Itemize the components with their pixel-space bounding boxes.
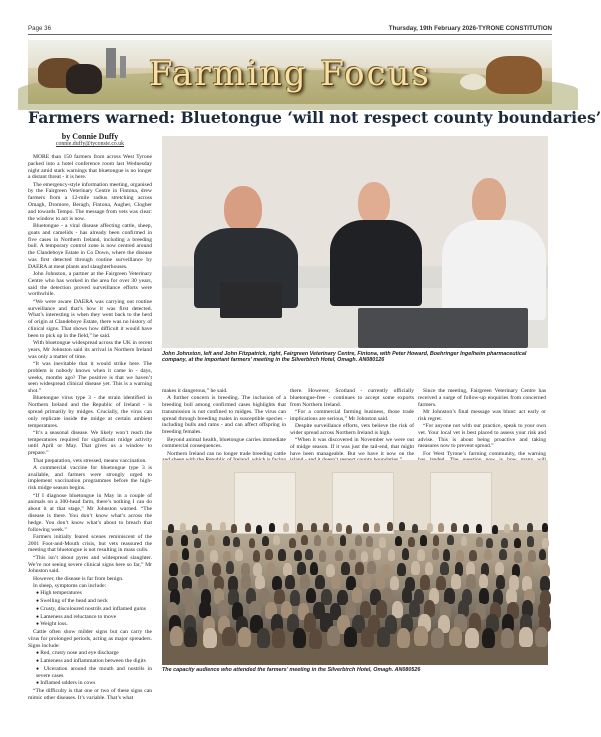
- paragraph: However, the disease is far from benign.: [33, 575, 124, 582]
- laptop: [220, 282, 282, 318]
- sheep-symptom-list: [28, 590, 152, 629]
- paragraph: “The difficulty is that one or two of these signs can mimic other diseases. It’s variable. That’s what: [28, 688, 152, 701]
- audience-member: [427, 523, 433, 532]
- audience-member: [499, 549, 507, 561]
- audience-member: [482, 628, 495, 648]
- audience-member: [527, 523, 533, 532]
- audience-member: [395, 536, 402, 546]
- audience-member: [290, 590, 301, 606]
- audience-member: [387, 522, 393, 531]
- paragraph: That preparation, vets stressed, means vaccination.: [33, 457, 147, 464]
- audience-member: [344, 627, 357, 647]
- audience-member: [226, 561, 235, 574]
- audience-member: [382, 564, 391, 577]
- audience-member: [476, 537, 483, 547]
- paragraph: Mr Johnston’s final message was blunt: act early or risk regret.: [418, 408, 546, 422]
- paragraph: Despite surveillance efforts, vets believe the risk of wider spread across Northern Ireland is high.: [290, 422, 414, 436]
- audience-member: [283, 523, 289, 532]
- photo-audience: [162, 460, 548, 665]
- audience-member: [272, 576, 282, 590]
- audience-member: [181, 535, 188, 545]
- audience-member: [206, 523, 212, 532]
- audience-member: [289, 538, 296, 548]
- paragraph: A commercial vaccine for bluetongue type 3 is available, and farmers were strongly urged to implement vaccination programmes before the high-risk midge season begins.: [28, 464, 152, 492]
- person-body: [442, 220, 546, 320]
- paragraph: “It was inevitable that it would strike here. The problem is nobody knows when it came in - days, weeks, months ago? The positive is that we haven’t seen widespread clinical disease yet. This is a warning shot.”: [28, 360, 152, 395]
- audience-member: [431, 628, 444, 648]
- audience-member: [331, 575, 341, 589]
- audience-member: [449, 627, 462, 647]
- audience-member: [514, 538, 521, 548]
- audience-member: [184, 627, 197, 647]
- audience-member: [486, 538, 493, 548]
- audience-member: [527, 536, 534, 546]
- audience-member: [192, 525, 198, 534]
- paragraph: Since the meeting, Fairgreen Veterinary Centre has received a surge of follow-up enquiries from concerned farmers.: [418, 388, 546, 408]
- audience-member: [311, 523, 317, 532]
- article-column-c: [418, 388, 546, 457]
- audience-member: [166, 536, 173, 546]
- photo-caption: The capacity audience who attended the farmers’ meeting in the Silverbirch Hotel, Omagh. AN080526: [162, 667, 421, 673]
- audience-member: [253, 563, 262, 576]
- audience-member: [438, 523, 444, 532]
- audience-member: [513, 523, 519, 532]
- audience-member: [335, 550, 343, 562]
- audience-member: [496, 575, 506, 589]
- audience-member: [340, 535, 347, 545]
- article-column-b: [290, 388, 414, 457]
- paragraph: Beyond animal health, bluetongue carries immediate commercial consequences.: [162, 436, 286, 450]
- audience-member: [222, 627, 235, 647]
- audience-member: [425, 562, 434, 575]
- audience-member: [355, 535, 362, 545]
- audience-member: [461, 536, 468, 546]
- audience-member: [484, 549, 492, 561]
- audience-member: [519, 627, 532, 647]
- list-item: ● Swelling of the head and neck: [36, 598, 152, 606]
- list-item: ● Lameness and reluctance to move: [36, 614, 152, 622]
- audience-member: [539, 549, 547, 561]
- paragraph: “It’s a seasonal disease. We likely won’t reach the temperatures required for significant midge activity until April or May. That gives us a window to prepare.”: [28, 429, 152, 457]
- list-item: ● Inflamed udders in cows: [36, 680, 152, 688]
- person-head: [472, 178, 506, 224]
- audience-member: [341, 562, 350, 575]
- audience-member: [180, 523, 186, 532]
- audience-member: [297, 562, 306, 575]
- audience-member: [355, 562, 364, 575]
- audience-member: [223, 536, 230, 546]
- audience-member: [323, 523, 329, 532]
- audience-member: [346, 525, 352, 534]
- paragraph: MORE than 150 farmers from across West Tyrone packed into a hotel conference room last Wednesday night amid stark warnings that bluetongue is no longer a distant threat - it is here.: [28, 154, 152, 181]
- audience-member: [300, 574, 310, 588]
- audience-member: [297, 523, 303, 532]
- audience-member: [278, 549, 286, 561]
- audience-member: [362, 575, 372, 589]
- issue-date: Thursday, 19th February 2026-TYRONE CONSTITUTION: [388, 25, 552, 32]
- audience-member: [273, 535, 280, 545]
- audience-member: [181, 562, 190, 575]
- audience-member: [379, 537, 386, 547]
- audience-member: [249, 538, 256, 548]
- audience-member: [319, 550, 327, 562]
- article-headline: Farmers warned: Bluetongue ‘will not respect county boundaries’: [28, 108, 601, 127]
- audience-member: [492, 525, 498, 534]
- paragraph: For West Tyrone’s farming community, the warning: [423, 450, 546, 457]
- paragraph: Cattle often show milder signs but can carry the virus for prolonged periods, acting as major spreaders. Signs include:: [28, 629, 152, 649]
- audience-member: [212, 563, 221, 576]
- audience-member: [194, 538, 201, 548]
- audience-member: [479, 574, 489, 588]
- list-item: ● Weight loss.: [36, 621, 152, 629]
- author-email-link[interactable]: connie.duffy@tyconsie.co.uk: [55, 141, 125, 147]
- audience-member: [336, 523, 342, 532]
- audience-member: [301, 535, 308, 545]
- audience-member: [451, 523, 457, 532]
- audience-member: [262, 536, 269, 546]
- audience-member: [376, 600, 387, 617]
- audience-member: [293, 628, 306, 648]
- audience-member: [256, 525, 262, 534]
- article-column-a: [162, 388, 286, 457]
- audience-member: [170, 550, 178, 562]
- paragraph: makes it dangerous,” he said.: [162, 388, 228, 394]
- byline: [28, 132, 152, 147]
- person-head: [358, 182, 390, 224]
- author-name: by Connie Duffy: [61, 132, 119, 141]
- audience-member: [198, 575, 208, 589]
- audience-member: [327, 536, 334, 546]
- page-number: Page 36: [28, 25, 52, 32]
- banner-title: Farming Focus: [149, 54, 431, 94]
- audience-member: [376, 575, 386, 589]
- running-head: [28, 22, 552, 35]
- paragraph: With bluetongue widespread across the UK in recent years, Mr Johnston said its arrival in Northern Ireland was only a matter of time.: [28, 340, 152, 360]
- audience-member: [440, 562, 449, 575]
- paragraph: “When it was discovered in November we were out of midge season. If it was just the tail-end, that might have been manageable. But we have it now on the: [290, 437, 414, 457]
- audience-member: [495, 562, 504, 575]
- audience-member: [241, 574, 251, 588]
- paragraph: “We were aware DAERA was carrying out routine surveillance and that’s how it was first detected. What’s interesting is when they went back to the herd of origin at Clandeboye Estate, there was no history of clinical signs. That shows how difficult it would have been to pick up in the field,” he said.: [28, 298, 152, 339]
- person-body: [330, 220, 422, 306]
- audience-member: [397, 563, 406, 576]
- audience-member: [169, 563, 178, 576]
- audience-member: [352, 587, 363, 603]
- audience-member: [469, 550, 477, 562]
- audience-member: [363, 523, 369, 532]
- cattle-symptom-list: [28, 650, 152, 688]
- paragraph: “For anyone not with our practice, speak to your own vet. Your local vet is best placed to assess your risk and advise. This is about being proactive and taking measures now to prevent spread.”: [418, 422, 546, 450]
- audience-member: [451, 574, 461, 588]
- audience-member: [479, 588, 490, 604]
- audience-member: [210, 550, 218, 562]
- paragraph: In sheep, symptoms can include:: [33, 582, 107, 589]
- audience-member: [306, 588, 317, 604]
- list-item: ● Crusty, discoloured nostrils and inflamed gums: [36, 606, 152, 614]
- audience-member: [235, 549, 243, 561]
- audience-member: [542, 538, 549, 548]
- audience-member: [245, 523, 251, 532]
- article-column-left: [28, 154, 152, 736]
- audience-member: [283, 563, 292, 576]
- audience-member: [390, 576, 400, 590]
- audience-member: [327, 626, 340, 646]
- audience-member: [373, 548, 381, 560]
- audience-member: [524, 561, 533, 574]
- list-item: ● Ulceration around the mouth and nostrils in severe cases: [36, 666, 152, 681]
- audience-member: [443, 549, 451, 561]
- list-item: ● High temperatures: [36, 590, 152, 598]
- audience-member: [514, 551, 522, 563]
- paragraph: “If I diagnose bluetongue in May in a couple of animals on a 300-head farm, there’s nothing I can do about it at that stage,” Mr Johnston warned. “The disease is there. You don’t know what’s across the hedge. You don’t know what’s about to breach that following week.”: [28, 492, 152, 533]
- audience-member: [408, 537, 415, 547]
- audience-member: [196, 550, 204, 562]
- photo-vets-at-table: [162, 136, 548, 348]
- audience-member: [315, 575, 325, 589]
- audience-member: [170, 626, 183, 646]
- audience-member: [255, 575, 265, 589]
- list-item: ● Lameness and inflammation between the digits: [36, 658, 152, 666]
- audience-member: [476, 524, 482, 533]
- audience-member: [501, 628, 514, 648]
- audience-member: [309, 629, 322, 649]
- paragraph: The emergency-style information meeting, organised by the Fairgreen Veterinary Centre in Fintona, drew farmers from a 12-mile radius stretching across Omagh, Dromore, Beragh, Fintona, Augher, Clogher and towards Tempo. The message from vets was clear: the window to act is now.: [28, 181, 152, 222]
- photo-caption: John Johnston, left and John Fitzpatrick, right, Fairgreen Veterinary Centre, Fintona, with Peter Howard, Boehringer Ingelheim pharmaceutical company, at the important farmers’ meeting in the Silverbirch Hotel, Omagh. AN080126: [162, 351, 527, 364]
- audience-member: [231, 524, 237, 533]
- audience-member: [377, 627, 390, 647]
- audience-member: [417, 549, 425, 561]
- audience-member: [314, 535, 321, 545]
- audience-member: [447, 535, 454, 545]
- section-banner: [28, 40, 552, 104]
- audience-member: [414, 626, 427, 646]
- audience-member: [402, 548, 410, 560]
- audience-member: [272, 628, 285, 648]
- audience-member: [310, 562, 319, 575]
- paragraph: “This isn’t about pyres and widespread slaughter. We’re not seeing severe clinical signs here so far,” Mr Johnston said.: [28, 554, 152, 575]
- paragraph: Bluetongue - a viral disease affecting cattle, sheep, goats and camelids - has already been confirmed in five cases in Northern Ireland, including a breeding bull. A temporary control zone is now centred around the Clandeboye Estate in Co Down, where the disease was first detected through routine surveillance by DAERA at meat plants and slaughterhouses.: [28, 222, 152, 270]
- audience-member: [374, 523, 380, 532]
- audience-member: [228, 576, 238, 590]
- person-head: [224, 186, 262, 232]
- audience-member: [220, 522, 226, 531]
- audience-member: [399, 522, 405, 531]
- audience-member: [168, 524, 174, 533]
- audience-member: [253, 550, 261, 562]
- paragraph: John Johnston, a partner at the Fairgreen Veterinary Centre who has worked in the area for over 30 years, said the detection proved surveillance efforts were worthwhile.: [28, 271, 152, 298]
- paragraph: Bluetongue virus type 3 - the strain identified in Northern Ireland and the Republic of Ireland - is spread primarily by midges. Crucially, the virus can only replicate inside the midge at certain ambient temperatures.: [28, 395, 152, 429]
- audience-member: [361, 627, 374, 647]
- audience-member: [540, 576, 550, 590]
- audience-member: [361, 551, 369, 563]
- audience-member: [349, 549, 357, 561]
- audience-member: [233, 537, 240, 547]
- audience-member: [411, 561, 420, 574]
- audience-member: [397, 628, 410, 648]
- audience-member: [208, 535, 215, 545]
- audience-member: [238, 627, 251, 647]
- paragraph: Farmers initially feared scenes reminiscent of the 2001 Foot-and-Mouth crisis, but vets reassured the meeting that bluetongue is not resulting in mass culls.: [28, 533, 152, 554]
- audience-member: [420, 535, 427, 545]
- audience-member: [367, 561, 376, 574]
- paragraph: Northern Ireland can no longer trade breeding cattle: [167, 450, 286, 457]
- audience-member: [267, 562, 276, 575]
- audience-member: [269, 523, 275, 532]
- laptop: [358, 308, 528, 348]
- audience-member: [433, 535, 440, 545]
- audience-member: [466, 574, 476, 588]
- paragraph: “For a commercial farming business, those trade implications are serious,” Mr Johnston said.: [290, 408, 414, 422]
- audience-member: [463, 524, 469, 533]
- audience-member: [542, 564, 551, 577]
- audience-member: [456, 550, 464, 562]
- audience-member: [305, 549, 313, 561]
- audience-member: [542, 523, 548, 532]
- audience-member: [182, 548, 190, 560]
- audience-member: [294, 550, 302, 562]
- audience-member: [257, 628, 270, 648]
- audience-member: [203, 628, 216, 648]
- audience-member: [285, 575, 295, 589]
- audience-member: [420, 575, 430, 589]
- audience-member: [465, 628, 478, 648]
- audience-member: [366, 536, 373, 546]
- paragraph: there. However, Scotland - currently officially bluetongue-free - continues to accept some exports from Northern Ireland.: [290, 388, 414, 408]
- audience-member: [535, 627, 548, 647]
- paragraph: A further concern is breeding. The inclusion of a breeding bull among confirmed cases highlights that transmission is not confined to midges. The virus can spread through breeding males in susceptible species - including bulls and rams - and can affect offspring in breeding females.: [162, 395, 286, 436]
- audience-member: [388, 549, 396, 561]
- audience-member: [501, 538, 508, 548]
- audience-member: [218, 600, 229, 617]
- audience-member: [436, 576, 446, 590]
- audience-member: [432, 548, 440, 560]
- audience-member: [504, 524, 510, 533]
- audience-member: [265, 549, 273, 561]
- list-item: ● Red, crusty nose and eye discharge: [36, 650, 152, 658]
- audience-member: [412, 524, 418, 533]
